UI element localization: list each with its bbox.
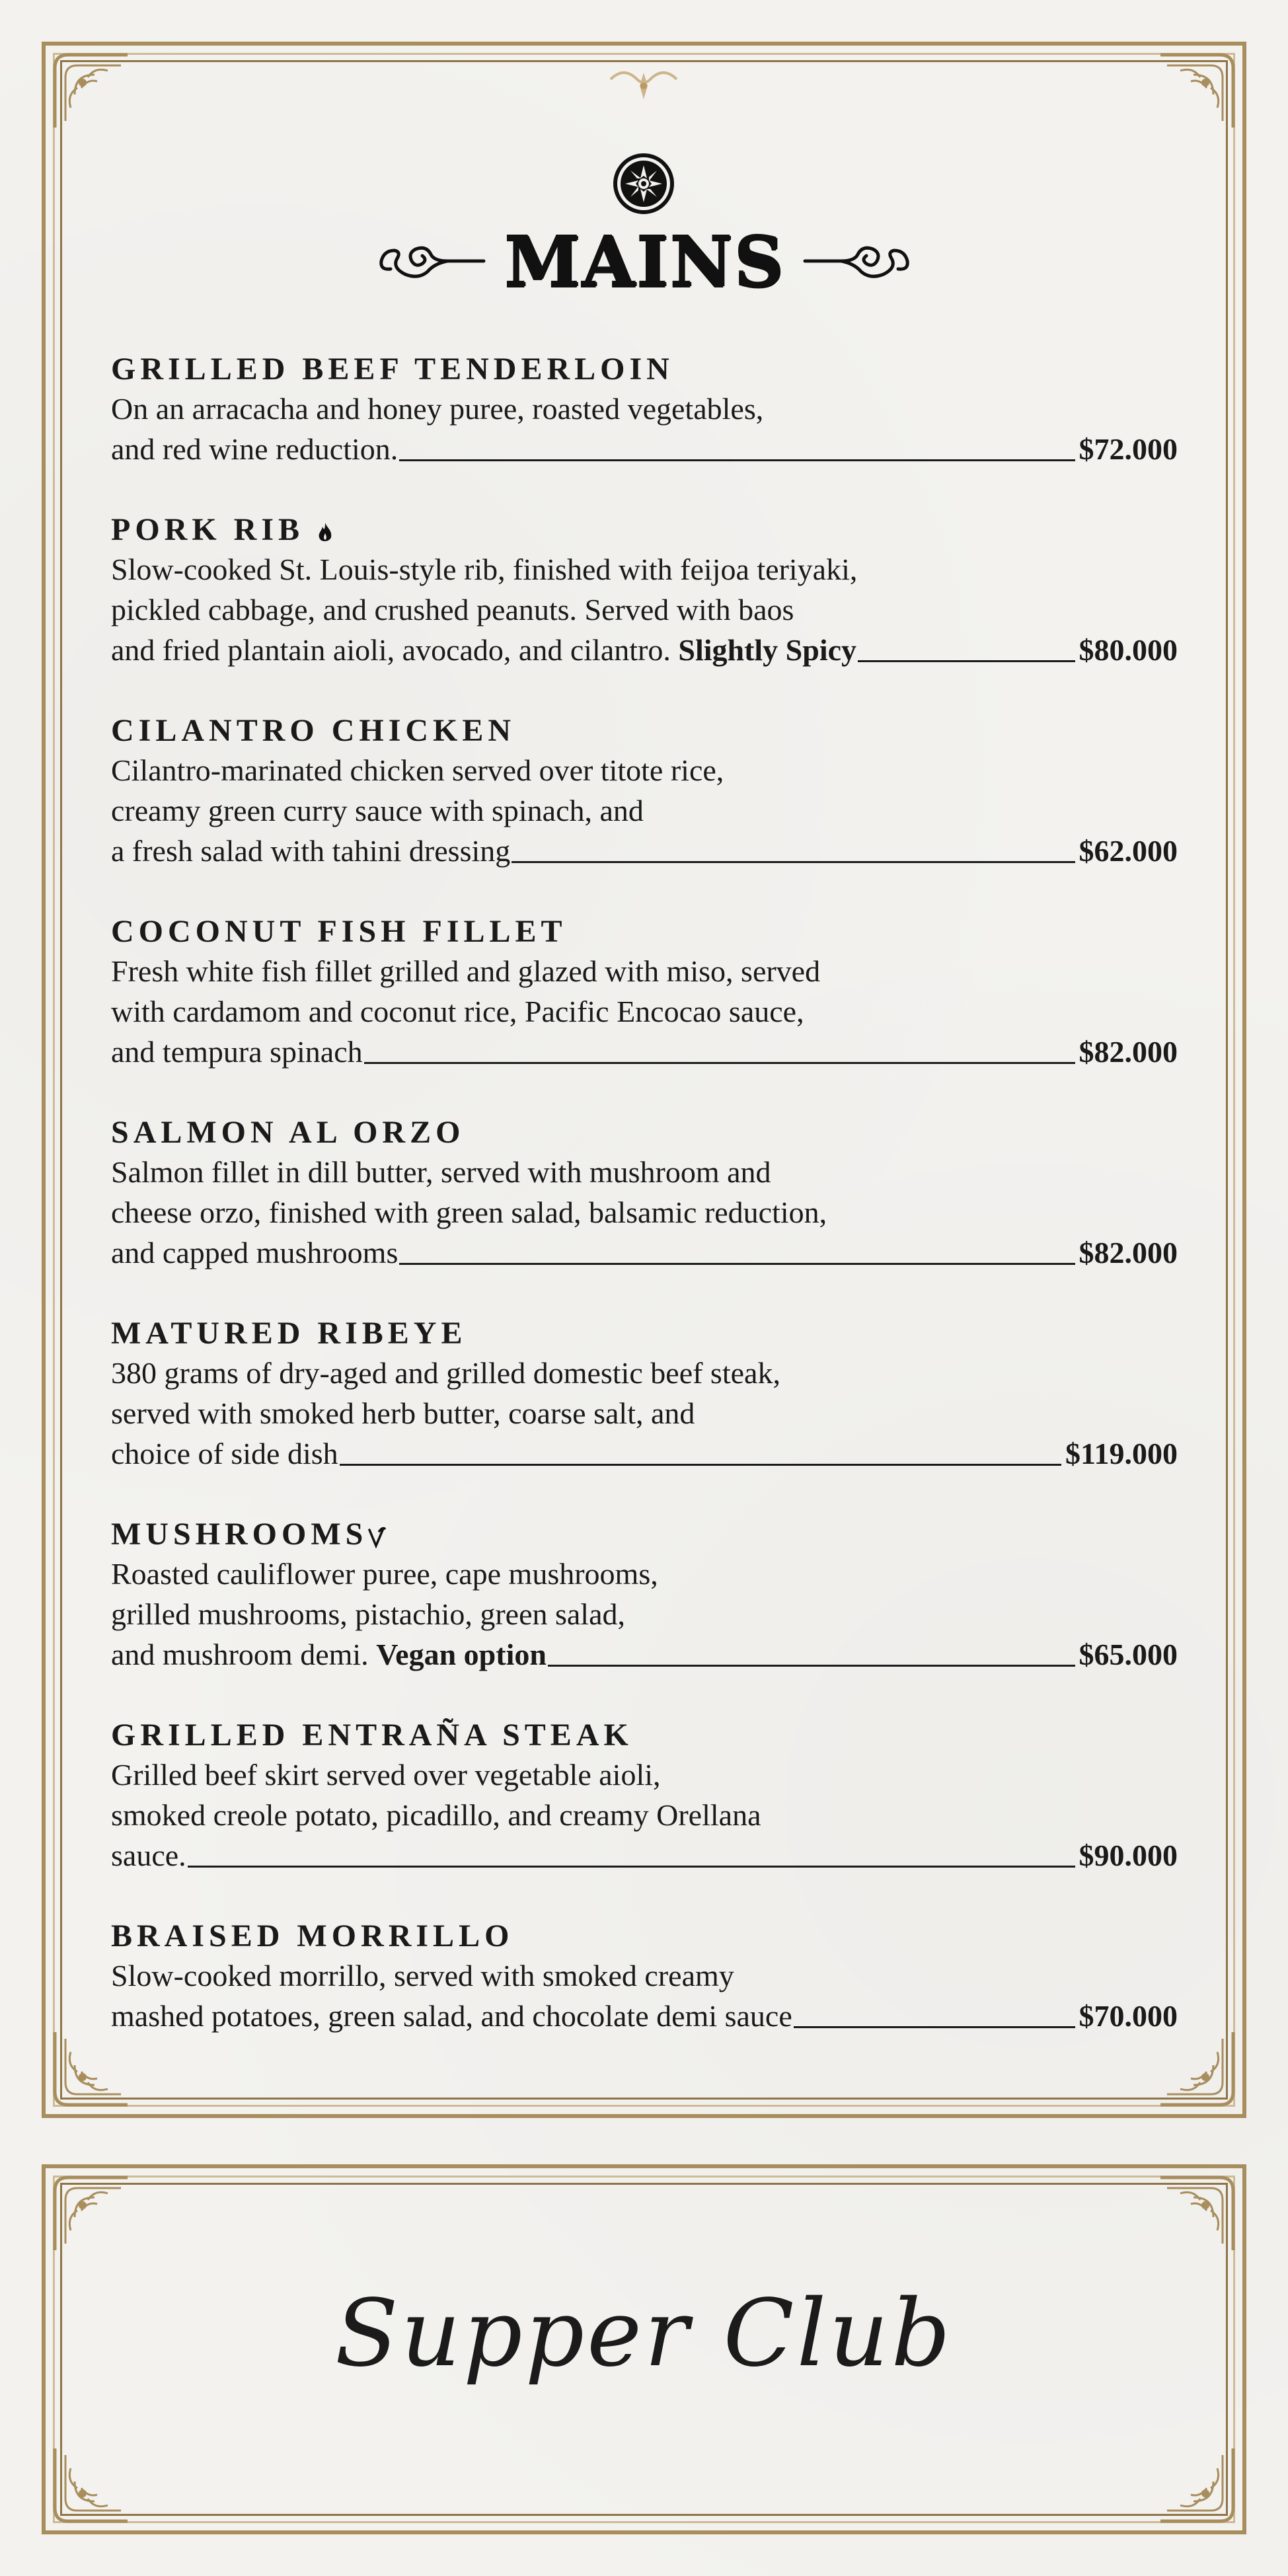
item-description-line (111, 1634, 547, 1675)
corner-ornament-icon (1154, 2442, 1240, 2528)
dotted-leader (340, 1464, 1061, 1466)
item-price-line (111, 429, 1178, 469)
scroll-flourish-icon (802, 241, 914, 281)
page-title: MAINS (504, 220, 785, 301)
item-price-line (111, 1433, 1178, 1474)
item-name: CILANTRO CHICKEN (111, 713, 516, 748)
item-price-line (111, 1634, 1178, 1675)
corner-ornament-icon (48, 48, 134, 134)
item-description-line: choice of side dish (111, 1437, 338, 1470)
item-description-line: smoked creole potato, picadillo, and creamy Orellana (111, 1798, 761, 1832)
menu-item (111, 1917, 1178, 2036)
item-price-line (111, 1996, 1178, 2036)
item-description-line: with cardamom and coconut rice, Pacific Encocao sauce, (111, 995, 804, 1028)
sun-compass-icon (611, 151, 677, 217)
dotted-leader (399, 1263, 1075, 1265)
flame-icon (317, 521, 334, 544)
dotted-leader (188, 1866, 1075, 1868)
menu-item (111, 913, 1178, 1072)
menu-heading (357, 218, 932, 304)
item-description-line: cheese orzo, finished with green salad, balsamic reduction, (111, 1195, 827, 1229)
item-description-line (111, 630, 856, 670)
item-price: $62.000 (1079, 834, 1178, 868)
item-name: MUSHROOMS (111, 1517, 368, 1552)
dotted-leader (548, 1665, 1075, 1667)
item-price-line (111, 1232, 1178, 1273)
item-description-line: a fresh salad with tahini dressing (111, 834, 511, 868)
corner-ornament-icon (1154, 48, 1240, 134)
menu-item (111, 1716, 1178, 1875)
item-name: GRILLED BEEF TENDERLOIN (111, 352, 674, 387)
item-description-line: 380 grams of dry-aged and grilled domestic beef steak, (111, 1356, 780, 1390)
menu-items-list (111, 350, 1178, 2078)
menu-item (111, 1114, 1178, 1273)
item-description-line: Slow-cooked St. Louis-style rib, finished with feijoa teriyaki, (111, 552, 858, 586)
menu-item (111, 511, 1178, 670)
item-price: $82.000 (1079, 1035, 1178, 1069)
dotted-leader (511, 861, 1075, 863)
menu-item (111, 1314, 1178, 1474)
corner-ornament-icon (1154, 2171, 1240, 2257)
dietary-tag: Slightly Spicy (678, 633, 857, 667)
dietary-tag: Vegan option (376, 1638, 547, 1671)
item-price: $80.000 (1079, 633, 1178, 667)
dotted-leader (364, 1062, 1075, 1064)
item-price-line (111, 1032, 1178, 1072)
item-description-line: served with smoked herb butter, coarse salt, and (111, 1396, 695, 1430)
item-name-row (111, 1515, 1178, 1554)
item-description-line: pickled cabbage, and crushed peanuts. Served with baos (111, 593, 794, 626)
item-description-line: creamy green curry sauce with spinach, and (111, 794, 644, 827)
item-description-line: sauce. (111, 1838, 186, 1872)
item-price: $70.000 (1079, 1999, 1178, 2033)
item-description-line: Roasted cauliflower puree, cape mushrooms, (111, 1557, 658, 1591)
club-name: Supper Club (334, 2280, 954, 2388)
item-price: $65.000 (1079, 1638, 1178, 1671)
corner-ornament-icon (48, 2442, 134, 2528)
item-description-line: and tempura spinach (111, 1035, 363, 1069)
menu-item (111, 1515, 1178, 1675)
menu-item (111, 350, 1178, 469)
item-name: PORK RIB (111, 512, 305, 547)
item-price-line (111, 831, 1178, 871)
item-description-line: Grilled beef skirt served over vegetable aioli, (111, 1758, 661, 1792)
item-name: COCONUT FISH FILLET (111, 914, 567, 949)
item-description-line: On an arracacha and honey puree, roasted vegetables, (111, 392, 764, 426)
item-description-line: Fresh white fish fillet grilled and glazed with miso, served (111, 954, 821, 988)
item-description-line: and red wine reduction. (111, 432, 398, 466)
dotted-leader (399, 459, 1075, 461)
menu-item (111, 712, 1178, 871)
item-description-line: mashed potatoes, green salad, and chocolate demi sauce (111, 1999, 792, 2033)
item-price: $90.000 (1079, 1838, 1178, 1872)
item-price-line (111, 1835, 1178, 1875)
corner-ornament-icon (48, 2171, 134, 2257)
top-flourish-icon (604, 59, 683, 106)
item-last-text: and mushroom demi. (111, 1638, 377, 1671)
dotted-leader (858, 660, 1075, 662)
item-description-line: and capped mushrooms (111, 1236, 398, 1269)
item-price: $119.000 (1065, 1437, 1178, 1470)
item-name: MATURED RIBEYE (111, 1316, 467, 1351)
item-last-text: and fried plantain aioli, avocado, and cilantro. (111, 633, 679, 667)
item-description-line: Slow-cooked morrillo, served with smoked creamy (111, 1959, 734, 1992)
vegan-v-icon (367, 1526, 386, 1548)
item-name: SALMON AL ORZO (111, 1115, 465, 1150)
item-name: GRILLED ENTRAÑA STEAK (111, 1718, 633, 1753)
item-price-line (111, 630, 1178, 670)
dotted-leader (794, 2026, 1075, 2028)
item-price: $72.000 (1079, 432, 1178, 466)
item-name: BRAISED MORRILLO (111, 1918, 514, 1953)
item-name-row (111, 511, 1178, 549)
item-description-line: Cilantro-marinated chicken served over titote rice, (111, 753, 724, 787)
scroll-flourish-icon (375, 241, 487, 281)
item-description-line: Salmon fillet in dill butter, served with mushroom and (111, 1155, 771, 1189)
item-price: $82.000 (1079, 1236, 1178, 1269)
item-description-line: grilled mushrooms, pistachio, green salad, (111, 1597, 626, 1631)
